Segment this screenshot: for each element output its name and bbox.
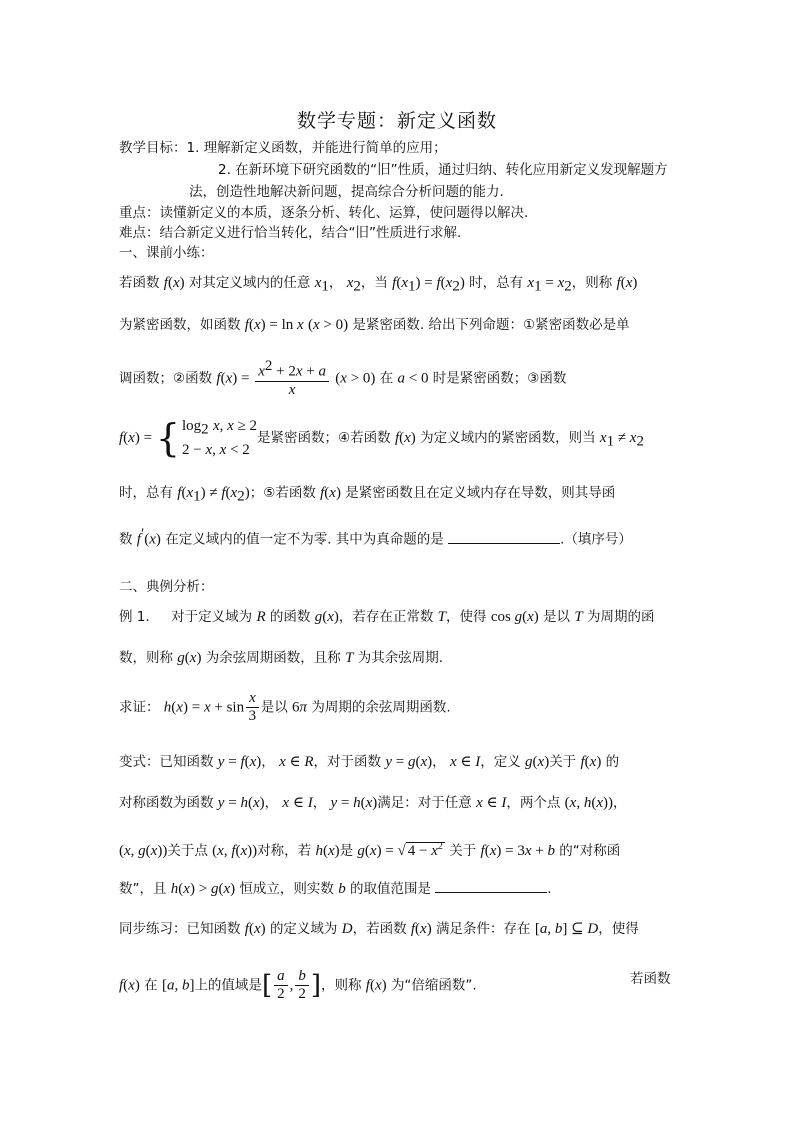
answer-blank[interactable] (448, 529, 560, 544)
objectives-line-2: 2. 在新环境下研究函数的“旧”性质，通过归纳、转化应用新定义发现解题方 (218, 162, 668, 178)
variant-line-3: (x, g(x))关于点 (x, f(x))对称，若 h(x)是 g(x) = √ $4 - x^2$ 关于 f(x) = 3x + b 的“对称函 (119, 841, 621, 859)
sync-line-1: 同步练习：已知函数 f(x) 的定义域为 D，若函数 f(x) 满足条件：存在 [a, b] ⊆ D，使得 (119, 921, 639, 937)
sync-line-2-tail: 若函数 (630, 971, 671, 987)
q1-line-5: 时，总有 $f(x_1) \ne f(x_2)$；⑤若函数 f(x) 是紧密函数且在定义域内存在导数，则其导函 (119, 485, 616, 505)
left-brace: { (155, 415, 180, 460)
key-point: 重点：读懂新定义的本质，逐条分析、转化、运算，使问题得以解决. (119, 205, 529, 221)
fraction: $\frac{a}{2}$ (274, 968, 288, 1003)
sync-line-2: f(x) 在 [a, b]上的值域是[ $\frac{a}{2}$ , $\frac{b}{2}$ ]，则称 f(x) 为“倍缩函数”. (119, 968, 477, 1002)
page-title: 数学专题：新定义函数 (296, 110, 497, 132)
variant-line-1: 变式：已知函数 y = f(x)， x ∈ R，对于函数 y = g(x)， x ∈ I，定义 g(x)关于 f(x) 的 (119, 754, 620, 770)
fraction: $\frac{b}{2}$ (295, 968, 309, 1003)
objectives-line-1: 教学目标：1. 理解新定义函数，并能进行简单的应用； (119, 140, 447, 156)
ex1-line-2: 数，则称 g(x) 为余弦周期函数，且称 T 为其余弦周期. (119, 650, 443, 666)
q1-line-4: f(x) = { $\log_2 x$, x ≥ 2 2 − x, x < 2是紧密函数；④若函数 f(x) 为定义域内的紧密函数，则当 $x_1 \ne x_2$ (119, 415, 644, 460)
q1-line-3: 调函数；②函数 f(x) = $\frac{x^2 + 2x + a}{x}$ (x > 0) 在 a < 0 时是紧密函数；③函数 (119, 358, 567, 398)
answer-blank[interactable] (435, 878, 547, 893)
q1-line-2: 为紧密函数，如函数 f(x) = ln x (x > 0) 是紧密函数. 给出下列命题：①紧密函数必是单 (119, 317, 630, 333)
piecewise-cases: $\log_2 x$, x ≥ 2 2 − x, x < 2 (182, 418, 258, 458)
variant-line-2: 对称函数为函数 y = h(x)， x ∈ I， y = h(x)满足：对于任意 x ∈ I，两个点 (x, h(x))， (119, 795, 627, 811)
section-1-heading: 一、课前小练： (119, 245, 214, 261)
ex1-line-1: 例 1. 对于定义域为 R 的函数 g(x)，若存在正常数 T，使得 cos g(x) 是以 T 为周期的函 (119, 609, 655, 625)
fraction: $\frac{x}{3}$ (246, 690, 259, 725)
q1-line-6: 数 f′(x) 在定义域内的值一定不为零. 其中为真命题的是 .（填序号） (119, 526, 632, 548)
fraction: $\frac{x^2 + 2x + a}{x}$ (255, 358, 329, 399)
q1-line-1: 若函数 f(x) 对其定义域内的任意 $x_1$， $x_2$，当 $f(x_1) = f(x_2)$ 时，总有 $x_1 = x_2$，则称 f(x) (119, 275, 638, 295)
ex1-line-3: 求证： h(x) = x + sin $\frac{x}{3}$ 是以 6π 为周期的余弦周期函数. (119, 690, 451, 724)
objectives-line-3: 法，创造性地解决新问题，提高综合分析问题的能力. (189, 184, 504, 200)
difficult-point: 难点：结合新定义进行恰当转化，结合“旧”性质进行求解. (119, 225, 462, 241)
section-2-heading: 二、典例分析： (119, 579, 214, 595)
variant-line-4: 数”，且 h(x) > g(x) 恒成立，则实数 b 的取值范围是 . (119, 878, 552, 898)
